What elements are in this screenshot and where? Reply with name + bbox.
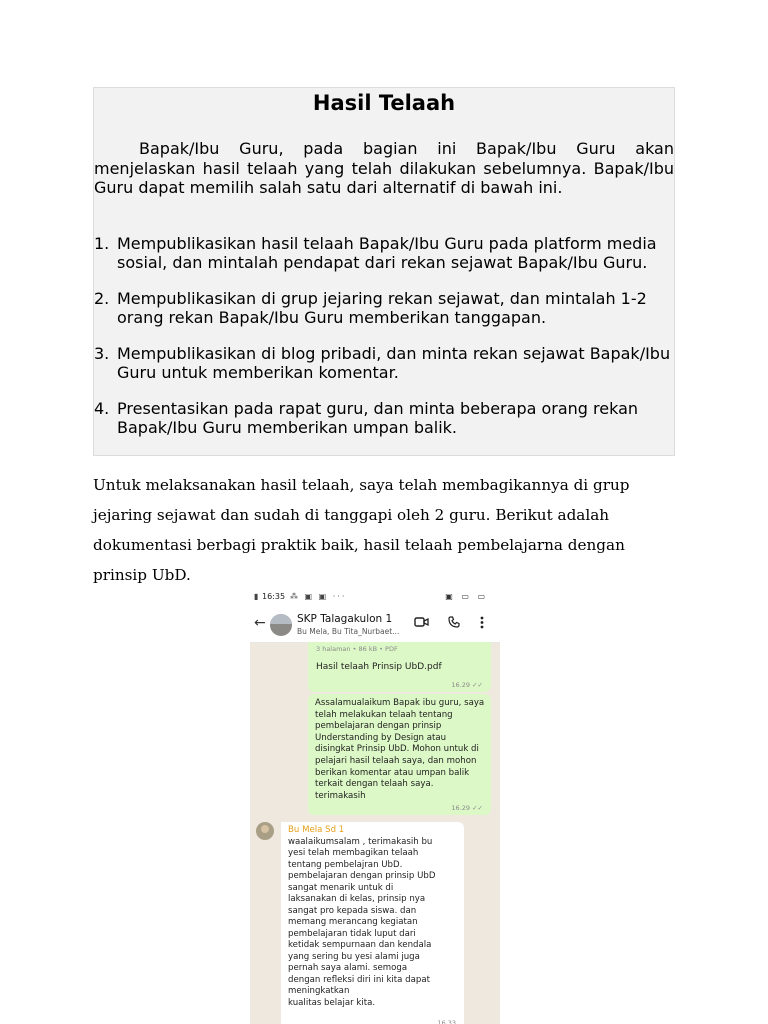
message-text: [315, 698, 490, 802]
message-line: pelajari hasil telaah saya, dan mohon: [315, 755, 477, 766]
list-item: [94, 289, 674, 327]
message-line: pembelajaran dengan prinsip UbD: [288, 871, 436, 881]
message-line: memang merancang kegiatan: [288, 917, 418, 927]
message-text: [288, 825, 464, 1009]
message-line: sangat menarik untuk di: [288, 882, 394, 893]
alternatives-list: [94, 234, 674, 454]
message-line: ketidak sempurnaan dan kendala: [288, 940, 432, 950]
message-time: 16.33: [437, 1019, 456, 1024]
status-left-icons: ⁂ ▣ ▣ ···: [290, 592, 347, 601]
list-text: Mempublikasikan hasil telaah Bapak/Ibu Guru pada platform media sosial, dan mintalah pendapat dari rekan sejawat Bapak/Ibu Guru.: [117, 234, 657, 272]
message-line: terkait dengan telaah saya.: [315, 779, 434, 790]
list-item: [94, 344, 674, 382]
sender-avatar[interactable]: [256, 822, 274, 840]
message-line: dengan refleksi diri ini kita dapat: [288, 974, 430, 985]
message-line: yang sering bu yesi alami juga: [288, 951, 420, 962]
whatsapp-screenshot: [250, 586, 500, 1024]
more-menu-icon[interactable]: [480, 616, 484, 632]
list-number: 4.: [94, 399, 110, 418]
document-name: Hasil telaah Prinsip UbD.pdf: [316, 662, 442, 672]
list-text: Mempublikasikan di blog pribadi, dan minta rekan sejawat Bapak/Ibu Guru untuk memberikan komentar.: [117, 344, 671, 382]
outgoing-message[interactable]: [308, 694, 491, 815]
list-item: [94, 234, 674, 272]
message-line: telah melakukan telaah tentang: [315, 709, 453, 720]
list-number: 1.: [94, 234, 110, 253]
message-line: Understanding by Design atau: [315, 732, 447, 743]
status-time: 16:35: [262, 592, 286, 601]
group-avatar[interactable]: [270, 614, 292, 636]
message-time: 16.29 ✓✓: [451, 804, 483, 812]
group-members: Bu Mela, Bu Tita_Nurbaet...: [297, 627, 400, 636]
status-bar: [250, 586, 500, 608]
phone-call-icon[interactable]: [448, 616, 460, 631]
body-paragraph: Untuk melaksanakan hasil telaah, saya telah membagikannya di grup jejaring sejawat dan sudah di tanggapi oleh 2 guru. Berikut adalah dokumentasi berbagi praktik baik, hasil telaah pembelajarna dengan prinsip UbD.: [93, 476, 630, 584]
document-meta: 3 halaman • 86 kB • PDF: [316, 645, 398, 653]
back-arrow-icon[interactable]: ←: [254, 615, 266, 631]
hasil-telaah-box: [93, 87, 675, 456]
message-line: sangat pro kepada siswa. dan: [288, 905, 417, 916]
incoming-message[interactable]: [281, 822, 464, 1024]
message-line: pembelajaran tidak luput dari: [288, 928, 416, 939]
message-line: pembelajaran dengan prinsip: [315, 721, 442, 732]
message-line: meningkatkan: [288, 986, 350, 996]
message-line: laksanakan di kelas, prinsip nya: [288, 894, 426, 904]
message-line: pernah saya alami. semoga: [288, 963, 408, 973]
sender-name: Bu Mela Sd 1: [288, 825, 345, 835]
message-line: kualitas belajar kita.: [288, 997, 376, 1008]
message-time: 16.29 ✓✓: [451, 681, 483, 689]
list-text: Presentasikan pada rapat guru, dan minta beberapa orang rekan Bapak/Ibu Guru memberikan umpan balik.: [117, 399, 639, 437]
message-line: disingkat Prinsip UbD. Mohon untuk di: [315, 744, 479, 755]
status-right-icons: ▣ ▭ ▭: [445, 592, 488, 601]
signal-icon: ▮: [254, 592, 261, 601]
group-name[interactable]: SKP Talagakulon 1: [297, 613, 393, 625]
list-number: 3.: [94, 344, 110, 363]
message-line: tentang pembelajran UbD.: [288, 859, 403, 870]
document-message[interactable]: [308, 642, 491, 692]
box-title: Hasil Telaah: [312, 91, 456, 115]
message-line: berikan komentar atau umpan balik: [315, 767, 470, 778]
list-number: 2.: [94, 289, 110, 308]
video-call-icon[interactable]: [414, 616, 429, 631]
list-text: Mempublikasikan di grup jejaring rekan sejawat, dan mintalah 1-2 orang rekan Bapak/Ibu Guru memberikan tanggapan.: [117, 289, 647, 327]
message-line: waalaikumsalam , terimakasih bu: [288, 836, 433, 847]
box-intro: Bapak/Ibu Guru, pada bagian ini Bapak/Ibu Guru akan menjelaskan hasil telaah yang telah dilakukan sebelumnya. Bapak/Ibu Guru dapat memilih salah satu dari alternatif di bawah ini.: [94, 139, 674, 197]
chat-header: [250, 608, 500, 643]
list-item: [94, 399, 674, 437]
message-line: terimakasih: [315, 790, 366, 801]
message-line: Assalamualaikum Bapak ibu guru, saya: [315, 698, 485, 708]
message-line: yesi telah membagikan telaah: [288, 848, 419, 858]
